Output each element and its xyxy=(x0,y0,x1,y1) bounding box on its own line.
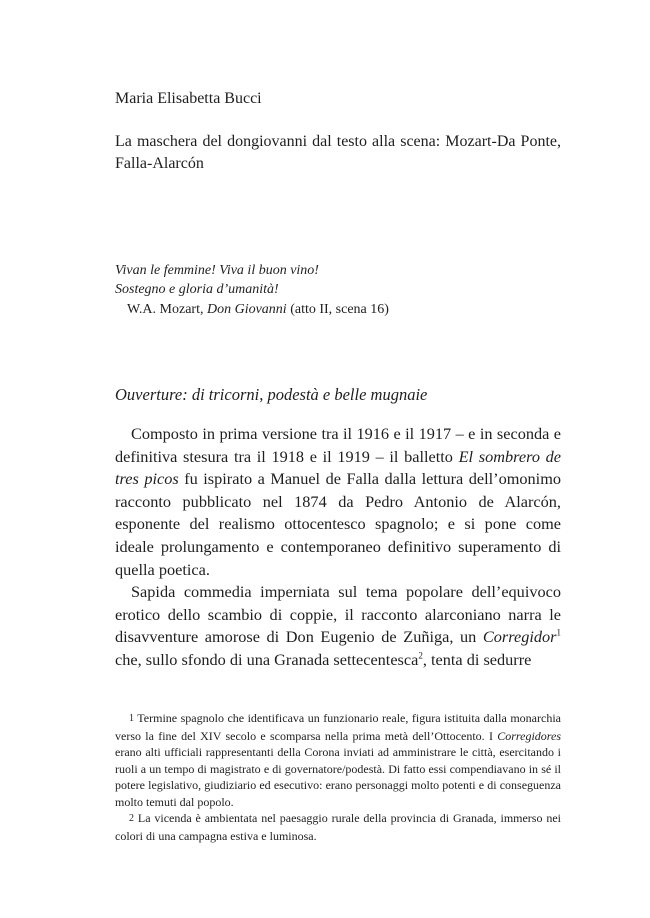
work-title-italic: El sombrero de tres picos xyxy=(115,446,561,489)
footnote-number: 2 xyxy=(129,813,134,824)
term-italic: Corregidor xyxy=(482,627,557,647)
footnote-2 xyxy=(115,810,561,844)
article-title: La maschera del dongiovanni dal testo alla scena: Mozart-Da Ponte, Falla-Alarcón xyxy=(115,133,561,172)
footnote-ref-2[interactable]: 2 xyxy=(418,650,423,661)
footnote-1-term: Corregidores xyxy=(497,728,561,743)
footnote-1-text-b: erano alti ufficiali rappresentanti della Corona inviati ad amministrare le città, esercitando i ruoli a un tempo di magistrato e di governatore/podestà. Di fatto essi compendiavano in sé il potere legislativo, giudiziario ed esecutivo: erano personaggi molto potenti e di conseguenza molto temuti dal popolo. xyxy=(115,745,561,809)
footnote-1 xyxy=(115,710,561,810)
footnote-2-text: La vicenda è ambientata nel paesaggio rurale della provincia di Granada, immerso nei colori di una campagna estiva e luminosa. xyxy=(115,811,561,843)
epigraph-attribution-author: W.A. Mozart, xyxy=(127,302,204,317)
paragraph-1 xyxy=(115,423,561,581)
paragraph-2-text-b: che, sullo sfondo di una Granada settecentesca xyxy=(115,649,419,669)
footnote-number: 1 xyxy=(129,713,134,724)
footnotes xyxy=(115,710,561,844)
body-text xyxy=(115,423,561,672)
paragraph-2-text-a: Sapida commedia imperniata sul tema popolare dell’equivoco erotico dello scambio di coppie, il racconto alarconiano narra le disavventure amorose di Don Eugenio de Zuñiga, un xyxy=(115,582,561,647)
epigraph-attribution-work: Don Giovanni xyxy=(206,302,287,317)
paragraph-2-text-c: , tenta di sedurre xyxy=(422,649,532,669)
epigraph-attribution-location: (atto II, scena 16) xyxy=(290,302,389,317)
footnote-1-text-a: Termine spagnolo che identificava un funzionario reale, figura istituita dalla monarchia verso la fine del XIV secolo e scomparsa nella prima metà dell’Ottocento. I xyxy=(115,711,561,743)
footnote-ref-1[interactable]: 1 xyxy=(556,627,561,638)
epigraph-attribution xyxy=(115,300,561,319)
epigraph-line-2: Sostegno e gloria d’umanità! xyxy=(115,282,279,297)
author-name: Maria Elisabetta Bucci xyxy=(115,90,262,107)
paragraph-1-text-a: Composto in prima versione tra il 1916 e il 1917 – e in seconda e definitiva stesura tra il 1918 e il 1919 – il balletto xyxy=(115,424,561,466)
section-heading: Ouverture: di tricorni, podestà e belle mugnaie xyxy=(115,385,428,404)
epigraph-line-1: Vivan le femmine! Viva il buon vino! xyxy=(115,263,319,278)
paragraph-1-text-b: fu ispirato a Manuel de Falla dalla lettura dell’omonimo racconto pubblicato nel 1874 da Pedro Antonio de Alarcón, esponente del realismo ottocentesco spagnolo; e si pone come ideale prolungamento e contemporaneo definitivo superamento di quella poetica. xyxy=(115,469,562,579)
paragraph-2 xyxy=(115,581,561,671)
epigraph xyxy=(115,261,561,319)
